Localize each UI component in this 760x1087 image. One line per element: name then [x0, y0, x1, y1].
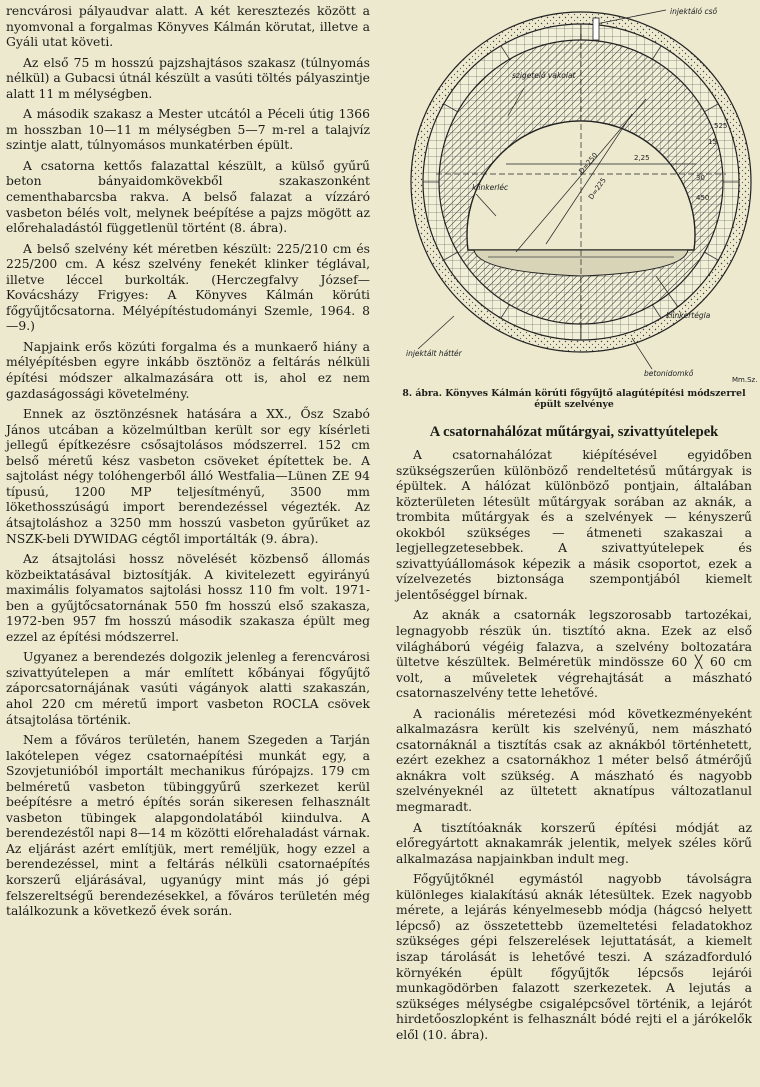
injection-pipe [593, 18, 599, 40]
tunnel-cross-section-drawing [396, 4, 758, 386]
paragraph: Napjaink erős közúti forgalma és a munkaerő hiány a mélyépítésben egyre inkább ösztönöz a feltárás nélküli építési módszer alkalmazására ott is, ahol ez nem gazdaságossági követelmény. [6, 339, 370, 401]
figure-stamp: Mm.Sz. [732, 376, 758, 384]
paragraph: A második szakasz a Mester utcától a Péceli útig 1366 m hosszban 10—11 m mélységben 5—7 m-rel a talajvíz szintje alatt, túlnyomásos munkatérben épült. [6, 107, 370, 153]
label-insulating-plaster: szigetelő vakolat [512, 71, 576, 80]
dim-b: 15 [708, 138, 717, 146]
paragraph: Az aknák a csatornák legszorosabb tartozékai, legnagyobb részük ún. tisztító akna. Ezek az első világháború végéig falazva, a szelvény boltozatára ültetve készültek. Belméretük mindössze 60 ╳ 60 cm volt, a műveletek végrehajtását a mászható csatornaszelvény tette lehetővé. [396, 608, 752, 701]
paragraph: A tisztítóaknák korszerű építési módját az előregyártott aknakamrák jelentik, melyek széles körű alkalmazása napjainkban indult meg. [396, 820, 752, 866]
paragraph: Ugyanez a berendezés dolgozik jelenleg a ferencvárosi szivattyútelepen a már említett kőbányai főgyűjtő záporcsatornájának vasúti vágányok alatti szakaszán, ahol 220 cm méretű import vasbeton ROCLA csövek átsajtolása történik. [6, 650, 370, 727]
paragraph: Főgyűjtőknél egymástól nagyobb távolságra különleges kialakítású aknák létesültek. Ezek nagyobb mérete, a lejárás kényelmesebb módja (hágcsó helyett lépcső) az összetettebb üzemeltetési feladatokhoz szükséges gépi felszerelések lejuttatását, a kiemelt iszap tárolását is lehetővé teszi. A századforduló környékén épült főgyűjtők lépcsős lejárói munkagödörben falazott szerkezetek. A lejutás a szükséges mélységbe csigalépcsővel történik, a lejárót hirdetőoszlopként is felhasznált bódé rejti el a járókelők elől (10. ábra). [396, 872, 752, 1042]
section-title: A csatornahálózat műtárgyai, szivattyútelepek [429, 424, 719, 440]
dim-525: 525 [714, 122, 728, 130]
paragraph: rencvárosi pályaudvar alatt. A két keresztezés között a nyomvonal a forgalmas Könyves Kálmán körutat, illetve a Gyáli utat követi. [6, 4, 370, 50]
left-column [6, 4, 370, 925]
label-clinker-strip: klinkerléc [472, 183, 509, 192]
label-injection-pipe: injektáló cső [670, 7, 718, 16]
dim-225: 2,25 [634, 154, 650, 162]
paragraph: A belső szelvény két méretben készült: 225/210 cm és 225/200 cm. A kész szelvény fenekét klinker téglával, illetve léccel burkolták. (Herczegfalvy József—Kovácsházy Frigyes: A Könyves Kálmán körúti főgyűjtőcsatorna. Mélyépítéstudományi Szemle, 1964. 8—9.) [6, 241, 370, 334]
dim-450: 450 [696, 194, 710, 202]
dim-a: 30 [696, 174, 705, 182]
dim-d250: D=250 [577, 151, 600, 176]
paragraph: Az első 75 m hosszú pajzshajtásos szakasz (túlnyomás nélkül) a Gubacsi útnál készült a vasúti töltés pályaszintje alatt 11 m mélységben. [6, 55, 370, 101]
figure-caption: 8. ábra. Könyves Kálmán körúti főgyűjtő alagútépítési módszerrel épült szelvénye [402, 388, 746, 410]
right-column [396, 4, 758, 1048]
paragraph: Nem a főváros területén, hanem Szegeden a Tarján lakótelepen végez csatornaépítési munkát egy, a Szovjetunióból importált mechanikus fúrópajzs. 179 cm belméretű vasbeton tübinggyűrű szerkezet kerül beépítésre a metró építés során sikeresen felhasznált vasbeton tübingek alapgondolatából kiindulva. A berendezéstől napi 8—14 m közötti előrehaladást várnak. Az eljárást azért említjük, mert reméljük, hogy ezzel a berendezéssel, mint a feltárás nélküli csatornaépítés korszerű eljárásával, ugyanúgy mint más jó gépi felszereltségű berendezésekkel, a főváros területén még találkozunk a következő évek során. [6, 733, 370, 919]
dim-d225: D=225 [587, 176, 608, 202]
label-injected-backfill: injektált háttér [406, 349, 462, 358]
label-concrete-block: betonidomkő [644, 369, 694, 378]
paragraph: A racionális méretezési mód következményeként alkalmazásra került kis szelvényű, nem mászható csatornáknál a tisztítás csak az aknákból történhetett, ezért ezekhez a csatornákhoz 1 méter belső átmérőjű aknákra volt szükség. A mászható és nagyobb szelvényeknél az ültetett aknatípus változatlanul megmaradt. [396, 706, 752, 815]
paragraph: Ennek az ösztönzésnek hatására a XX., Ősz Szabó János utcában a közelmúltban került sor egy kísérleti jellegű építkezésre csősajtolásos módszerrel. 152 cm belső méretű kész vasbeton csöveket építettek be. A sajtolást négy tolóhengerből álló Westfalia—Lünen ZE 94 típusú, 1200 MP teljesítményű, 3500 mm lökethosszúságú import berendezéssel végezték. Az átsajtoláshoz a 3250 mm hosszú vasbeton gyűrűket az NSZK-beli DYWIDAG cégtől importálták (9. ábra). [6, 407, 370, 546]
tunnel-cross-section-figure [396, 4, 758, 386]
paragraph: A csatornahálózat kiépítésével egyidőben szükségszerűen különböző rendeltetésű műtárgyak is épültek. A hálózat különböző pontjain, általában közterületen létesült műtárgyak sorában az aknák, a trombita műtárgyak és a szelvények — kényszerű okokból szükséges — átmeneti szakaszai a legjellegzetesebbek. A szivattyútelepek és szivattyúállomások képezik a másik csoportot, ezek a vízelvezetés biztonsága szempontjából kiemelt jelentőséggel bírnak. [396, 448, 752, 602]
paragraph: Az átsajtolási hossz növelését közbenső állomás közbeiktatásával biztosítják. A kivitelezett egyirányú maximális folyamatos sajtolási hossz 110 fm volt. 1971-ben a gyűjtőcsatornának 550 fm hosszú első szakasza, 1972-ben 957 fm hosszú második szakasza épült meg ezzel az építési módszerrel. [6, 552, 370, 644]
label-clinker-brick: klinkertégla [666, 311, 711, 320]
paragraph: A csatorna kettős falazattal készült, a külső gyűrű beton bányaidomkövekből szakaszonként cementhabarcsba rakva. A belső falazat a vízzáró vasbeton bélés volt, melynek beépítése a pajzs mögött az előrehaladástól függetlenül történt (8. ábra). [6, 158, 370, 236]
